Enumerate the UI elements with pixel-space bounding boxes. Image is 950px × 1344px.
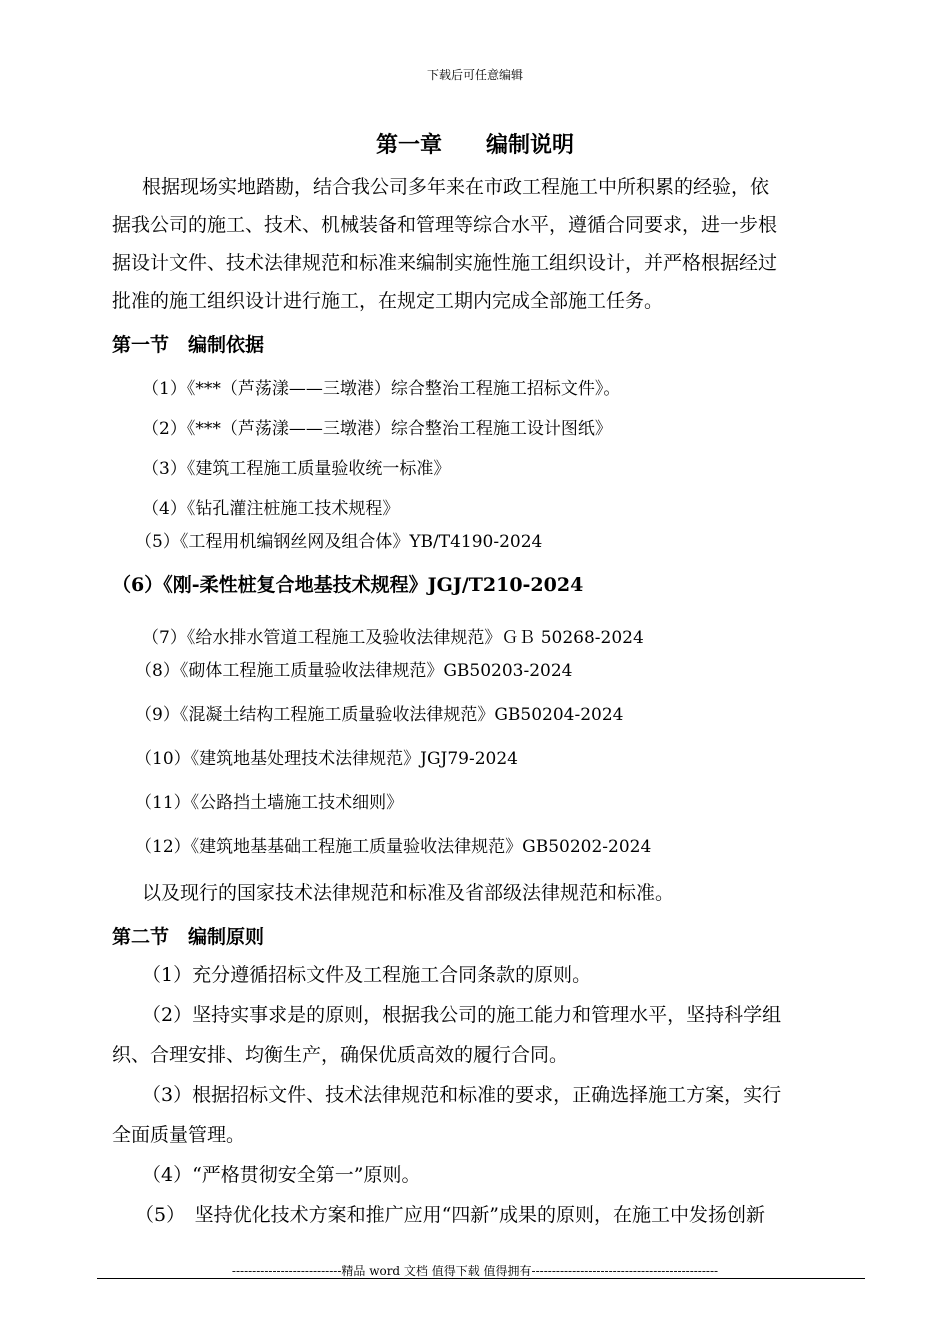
basis-item-9: （9）《混凝土结构工程施工质量验收法律规范》GB50204-2024	[135, 705, 624, 725]
intro-line-1: 根据现场实地踏勘，结合我公司多年来在市政工程施工中所积累的经验，依	[142, 176, 770, 198]
intro-line-3: 据设计文件、技术法律规范和标准来编制实施性施工组织设计，并严格根据经过	[112, 252, 778, 274]
footer-rule	[97, 1278, 865, 1279]
principle-line-3: 织、合理安排、均衡生产，确保优质高效的履行合同。	[112, 1044, 569, 1066]
basis-item-8: （8）《砌体工程施工质量验收法律规范》GB50203-2024	[135, 661, 573, 681]
basis-item-7: （7）《给水排水管道工程施工及验收法律规范》ＧＢ 50268-2024	[142, 628, 644, 648]
section-title-basis: 第一节 编制依据	[112, 334, 265, 356]
basis-item-3: （3）《建筑工程施工质量验收统一标准》	[142, 459, 451, 479]
principle-line-5: 全面质量管理。	[112, 1124, 246, 1146]
intro-line-2: 据我公司的施工、技术、机械装备和管理等综合水平，遵循合同要求，进一步根	[112, 214, 778, 236]
basis-item-10: （10）《建筑地基处理技术法律规范》JGJ79-2024	[135, 749, 518, 769]
basis-item-2: （2）《***（芦荡漾——三墩港）综合整治工程施工设计图纸》	[142, 419, 612, 439]
basis-item-11: （11）《公路挡土墙施工技术细则》	[135, 793, 404, 813]
basis-item-4: （4）《钻孔灌注桩施工技术规程》	[142, 499, 400, 519]
section-title-principles: 第二节 编制原则	[112, 926, 265, 948]
principle-line-7: （5） 坚持优化技术方案和推广应用“四新”成果的原则，在施工中发扬创新	[135, 1204, 766, 1226]
chapter-title: 第一章 编制说明	[375, 133, 574, 158]
principle-line-2: （2）坚持实事求是的原则，根据我公司的施工能力和管理水平，坚持科学组	[142, 1004, 782, 1026]
basis-closing: 以及现行的国家技术法律规范和标准及省部级法律规范和标准。	[142, 882, 675, 904]
basis-item-5: （5）《工程用机编钢丝网及组合体》YB/T4190-2024	[135, 532, 543, 552]
page-footer: ---------------------------精品 word 文档 值得下载 值得拥有----------------------------------------------	[231, 1264, 719, 1278]
page-header: 下载后可任意编辑	[426, 68, 523, 82]
principle-line-6: （4）“严格贯彻安全第一”原则。	[142, 1164, 421, 1186]
principle-line-1: （1）充分遵循招标文件及工程施工合同条款的原则。	[142, 964, 592, 986]
basis-item-6: （6）《刚-柔性桩复合地基技术规程》JGJ/T210-2024	[112, 574, 584, 596]
intro-line-4: 批准的施工组织设计进行施工，在规定工期内完成全部施工任务。	[112, 290, 664, 312]
basis-item-12: （12）《建筑地基基础工程施工质量验收法律规范》GB50202-2024	[135, 837, 652, 857]
principle-line-4: （3）根据招标文件、技术法律规范和标准的要求，正确选择施工方案，实行	[142, 1084, 782, 1106]
basis-item-1: （1）《***（芦荡漾——三墩港）综合整治工程施工招标文件》。	[142, 379, 621, 399]
